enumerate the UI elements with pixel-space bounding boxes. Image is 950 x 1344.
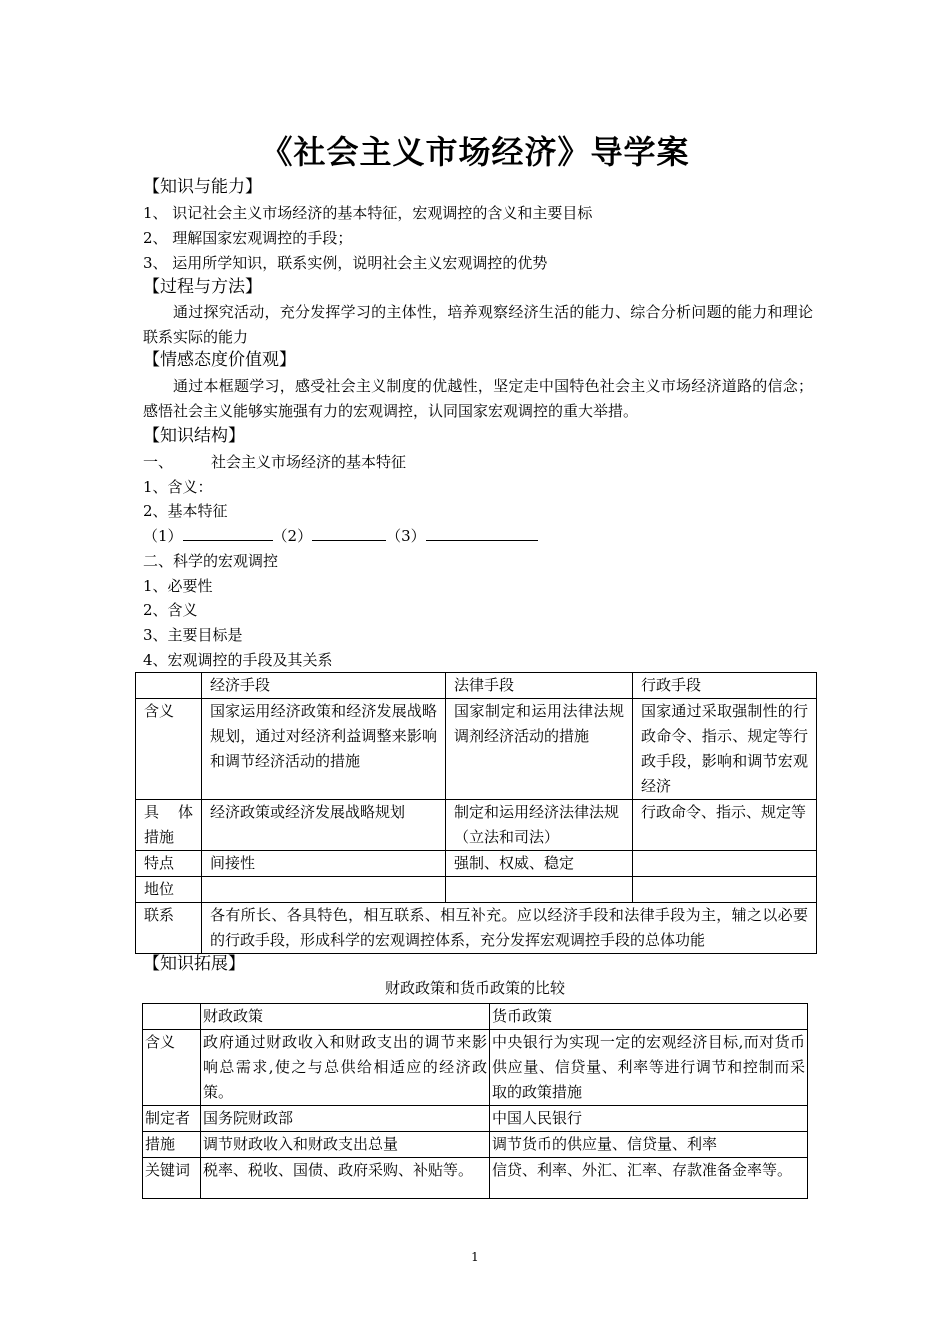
table-cell: 间接性: [202, 851, 446, 877]
table-cell: 税率、税收、国债、政府采购、补贴等。: [201, 1158, 490, 1199]
row-label: 联系: [136, 903, 202, 954]
table-cell: 国家制定和运用法律法规调剂经济活动的措施: [446, 699, 633, 800]
table-cell: 行政命令、指示、规定等: [633, 800, 817, 851]
table-row: [136, 903, 817, 954]
table-header-cell: 行政手段: [633, 673, 817, 699]
table-header-cell: [136, 673, 202, 699]
part2-item-2: 2、含义: [143, 601, 198, 619]
table-cell: 国家通过采取强制性的行政命令、指示、规定等行政手段，影响和调节宏观经济: [633, 699, 817, 800]
row-label: 措施: [143, 1132, 201, 1158]
blank-label-3: （3）: [386, 527, 426, 545]
heading-process-method: 【过程与方法】: [143, 277, 262, 297]
table-header-row: [136, 673, 817, 699]
part1-title: 社会主义市场经济的基本特征: [211, 453, 407, 471]
table-header-cell: 货币政策: [490, 1004, 808, 1030]
structure-meaning: 1、含义：: [143, 478, 213, 496]
row-label: 地位: [136, 877, 202, 903]
part2-item-3: 3、主要目标是: [143, 626, 243, 644]
table-cell: 中央银行为实现一定的宏观经济目标,而对货币供应量、信贷量、利率等进行调节和控制而采取的政策措施: [490, 1030, 808, 1106]
table-header-cell: 财政政策: [201, 1004, 490, 1030]
fill-blank-1[interactable]: [183, 526, 273, 541]
table-row: [143, 1106, 808, 1132]
row-label: 含义: [136, 699, 202, 800]
ability-item-2: 2、 理解国家宏观调控的手段；: [143, 229, 353, 247]
table-cell: 调节财政收入和财政支出总量: [201, 1132, 490, 1158]
blank-label-1: （1）: [143, 527, 183, 545]
row-label: 关键词: [143, 1158, 201, 1199]
structure-part2: 二、科学的宏观调控: [143, 552, 279, 570]
table-cell: 制定和运用经济法律法规（立法和司法）: [446, 800, 633, 851]
heading-emotion-values: 【情感态度价值观】: [143, 350, 296, 370]
part2-item-4: 4、宏观调控的手段及其关系: [143, 651, 333, 669]
table-row: [143, 1030, 808, 1106]
table-cell: 中国人民银行: [490, 1106, 808, 1132]
heading-knowledge-ability: 【知识与能力】: [143, 177, 262, 197]
table-cell: 信贷、利率、外汇、汇率、存款准备金率等。: [490, 1158, 808, 1199]
table-header-cell: 经济手段: [202, 673, 446, 699]
macro-control-table: [135, 672, 817, 954]
table-cell: 国家运用经济政策和经济发展战略规划，通过对经济利益调整来影响和调节经济活动的措施: [202, 699, 446, 800]
fill-blank-3[interactable]: [426, 526, 538, 541]
row-label: 具 体措施: [136, 800, 202, 851]
emotion-values-text: 通过本框题学习，感受社会主义制度的优越性，坚定走中国特色社会主义市场经济道路的信念；感悟社会主义能够实施强有力的宏观调控，认同国家宏观调控的重大举措。: [143, 377, 813, 420]
table-cell: 政府通过财政收入和财政支出的调节来影响总需求,使之与总供给相适应的经济政策。: [201, 1030, 490, 1106]
table-row: [143, 1158, 808, 1199]
feature-blanks: [143, 526, 538, 546]
table-cell: 强制、权威、稳定: [446, 851, 633, 877]
row-label: 制定者: [143, 1106, 201, 1132]
table-cell: [446, 877, 633, 903]
structure-features: 2、基本特征: [143, 502, 228, 520]
page-title: 《社会主义市场经济》导学案: [260, 133, 690, 171]
table-row: [136, 851, 817, 877]
ability-item-3: 3、 运用所学知识，联系实例，说明社会主义宏观调控的优势: [143, 254, 548, 272]
table-cell: 调节货币的供应量、信贷量、利率: [490, 1132, 808, 1158]
heading-structure: 【知识结构】: [143, 426, 245, 446]
page-number: 1: [471, 1250, 479, 1264]
blank-label-2: （2）: [272, 527, 313, 545]
table-cell: 经济政策或经济发展战略规划: [202, 800, 446, 851]
part2-item-1: 1、必要性: [143, 577, 213, 595]
table-row: [136, 877, 817, 903]
table-header-row: [143, 1004, 808, 1030]
table-caption: 财政政策和货币政策的比较: [384, 979, 565, 997]
row-label: 含义: [143, 1030, 201, 1106]
table-row: [143, 1132, 808, 1158]
table-row: [136, 800, 817, 851]
table-header-cell: [143, 1004, 201, 1030]
fill-blank-2[interactable]: [312, 526, 386, 541]
table-header-cell: 法律手段: [446, 673, 633, 699]
row-label: 特点: [136, 851, 202, 877]
table-cell: [633, 851, 817, 877]
policy-comparison-table: [142, 1003, 808, 1199]
table-cell: [633, 877, 817, 903]
structure-part1: [143, 452, 406, 472]
table-cell: [202, 877, 446, 903]
part1-number: 一、: [143, 453, 174, 471]
relation-cell: 各有所长、各具特色，相互联系、相互补充。应以经济手段和法律手段为主，辅之以必要的行政手段，形成科学的宏观调控体系，充分发挥宏观调控手段的总体功能: [202, 903, 817, 954]
ability-item-1: 1、 识记社会主义市场经济的基本特征，宏观调控的含义和主要目标: [143, 204, 593, 222]
process-method-text: 通过探究活动，充分发挥学习的主体性，培养观察经济生活的能力、综合分析问题的能力和理论联系实际的能力: [143, 303, 813, 346]
heading-extension: 【知识拓展】: [143, 954, 245, 974]
table-row: [136, 699, 817, 800]
table-cell: 国务院财政部: [201, 1106, 490, 1132]
